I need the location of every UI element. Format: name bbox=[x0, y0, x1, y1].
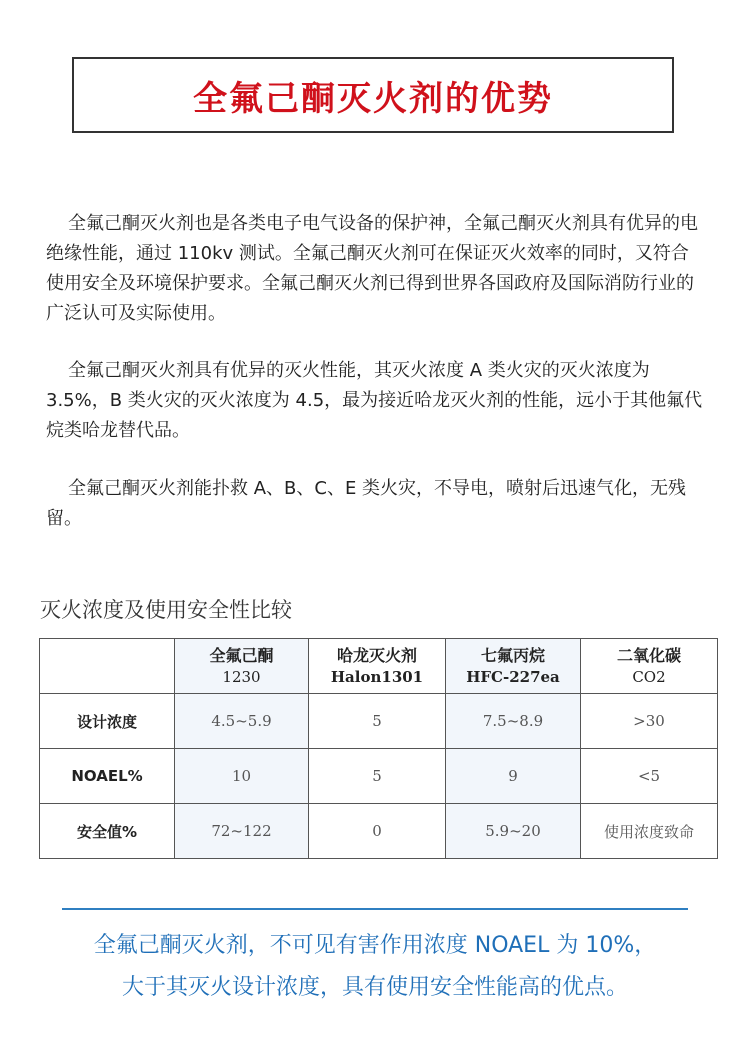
conclusion-line-1: 全氟己酮灭火剂，不可见有害作用浓度 NOAEL 为 10%， bbox=[93, 933, 657, 958]
table-header-fk5112: 全氟己酮 1230 bbox=[175, 639, 309, 694]
table-cell: 7.5~8.9 bbox=[446, 694, 581, 749]
row-label-noael: NOAEL% bbox=[40, 749, 175, 804]
table-cell: 10 bbox=[175, 749, 309, 804]
paragraph-extinguishing-performance: 全氟己酮灭火剂具有优异的灭火性能，其灭火浓度 A 类火灾的灭火浓度为 3.5%，B 类火灾的灭火浓度为 4.5，最为接近哈龙灭火剂的性能，远小于其他氟代烷类哈龙替代品。 bbox=[46, 360, 703, 441]
table-header-co2: 二氧化碳 CO2 bbox=[581, 639, 718, 694]
paragraph-electrical-insulation: 全氟己酮灭火剂也是各类电子电气设备的保护神，全氟己酮灭火剂具有优异的电绝缘性能，通过 110kv 测试。全氟己酮灭火剂可在保证灭火效率的同时，又符合使用安全及环境保护要求。全氟己酮灭火剂已得到世界各国政府及国际消防行业的广泛认可及实际使用。 bbox=[46, 213, 698, 324]
table-cell: 5 bbox=[309, 694, 446, 749]
row-label-design-concentration: 设计浓度 bbox=[40, 694, 175, 749]
row-label-safety-margin: 安全值% bbox=[40, 804, 175, 859]
comparison-table bbox=[39, 638, 718, 859]
table-cell: 4.5~5.9 bbox=[175, 694, 309, 749]
table-cell: <5 bbox=[581, 749, 718, 804]
conclusion-text bbox=[40, 925, 710, 1009]
title-banner bbox=[72, 57, 674, 133]
table-cell: 5 bbox=[309, 749, 446, 804]
paragraph-fire-classes: 全氟己酮灭火剂能扑救 A、B、C、E 类火灾，不导电，喷射后迅速气化，无残留。 bbox=[46, 478, 687, 529]
table-header-row bbox=[40, 639, 718, 694]
divider-line bbox=[62, 908, 688, 910]
table-cell: 72~122 bbox=[175, 804, 309, 859]
table-cell: >30 bbox=[581, 694, 718, 749]
table-row bbox=[40, 749, 718, 804]
table-cell: 0 bbox=[309, 804, 446, 859]
table-row bbox=[40, 694, 718, 749]
table-row bbox=[40, 804, 718, 859]
table-cell: 5.9~20 bbox=[446, 804, 581, 859]
conclusion-line-2: 大于其灭火设计浓度，具有使用安全性能高的优点。 bbox=[121, 975, 628, 1000]
table-header-empty bbox=[40, 639, 175, 694]
table-cell: 使用浓度致命 bbox=[581, 804, 718, 859]
table-title: 灭火浓度及使用安全性比较 bbox=[40, 598, 292, 622]
table-header-halon: 哈龙灭火剂 Halon1301 bbox=[309, 639, 446, 694]
table-cell: 9 bbox=[446, 749, 581, 804]
table-header-hfc227ea: 七氟丙烷 HFC-227ea bbox=[446, 639, 581, 694]
page-title: 全氟己酮灭火剂的优势 bbox=[193, 78, 553, 119]
